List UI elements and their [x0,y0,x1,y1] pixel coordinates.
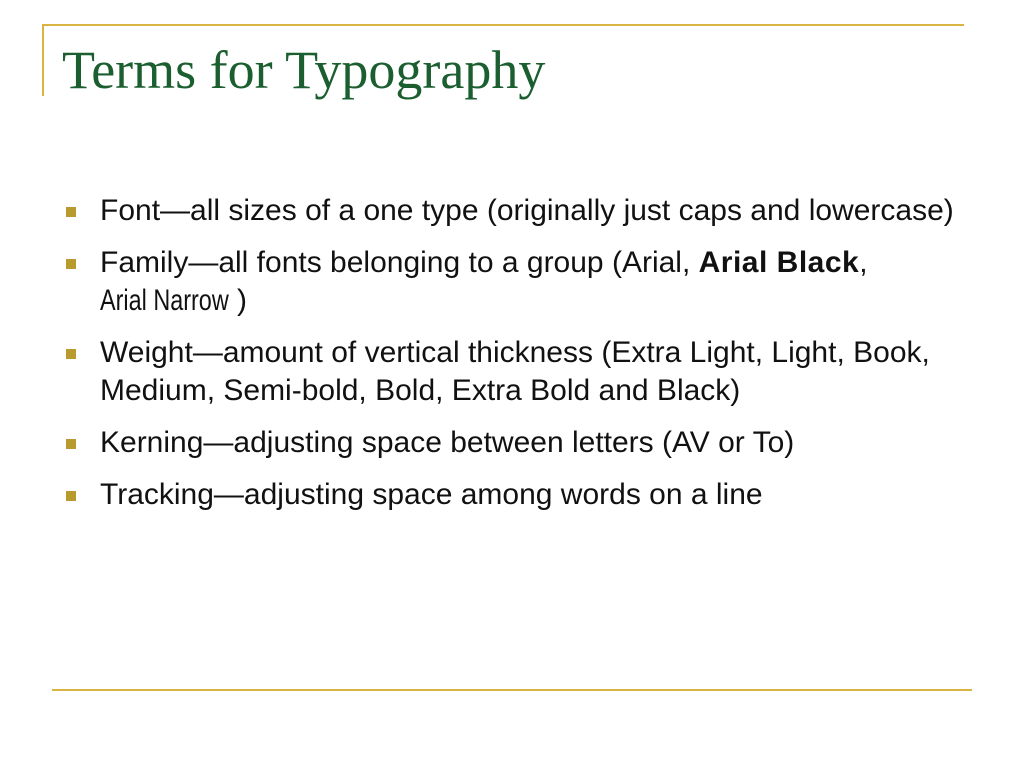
bullet-item-weight [62,334,962,410]
bottom-rule [52,689,972,691]
bullet-item-font [62,192,962,230]
slide-title: Terms for Typography [62,40,546,100]
bullet-close-paren: ) [237,284,248,317]
bullet-text: Family—all fonts belonging to a group (Arial, [100,246,699,279]
left-rule [42,24,44,96]
bullet-item-tracking [62,476,962,514]
arial-black-sample: Arial Black [698,246,860,279]
bullet-text: Tracking—adjusting space among words on a line [100,478,763,511]
square-bullet-icon [66,259,76,269]
top-rule [42,24,964,26]
square-bullet-icon [66,439,76,449]
bullet-text: Font—all sizes of a one type (originally just caps and lowercase) [100,194,954,227]
square-bullet-icon [66,491,76,501]
bullet-item-kerning [62,424,962,462]
square-bullet-icon [66,207,76,217]
arial-narrow-sample: Arial Narrow [100,284,229,317]
bullet-comma: , [859,246,868,279]
bullet-list [62,192,962,528]
bullet-item-family [62,244,962,320]
square-bullet-icon [66,349,76,359]
bullet-text: Kerning—adjusting space between letters (AV or To) [100,426,795,459]
bullet-text: Weight—amount of vertical thickness (Extra Light, Light, Book, Medium, Semi-bold, Bold, Extra Bold and Black) [100,336,930,407]
